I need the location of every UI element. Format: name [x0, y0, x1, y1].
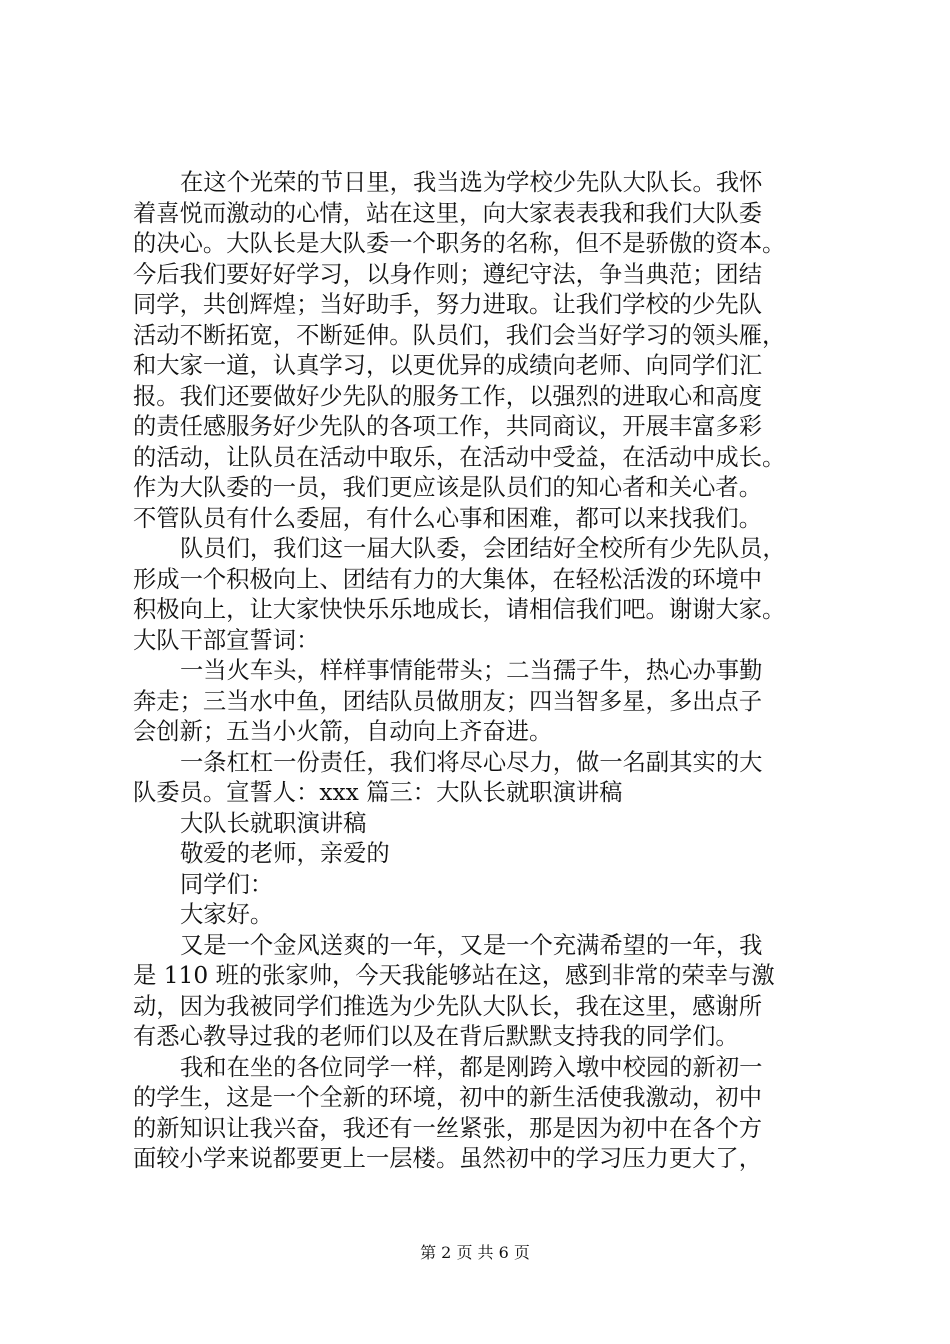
text-line: 有悉心教导过我的老师们以及在背后默默支持我的同学们。 [133, 1023, 739, 1050]
text-line: 我和在坐的各位同学一样，都是刚跨入墩中校园的新初一 [180, 1053, 763, 1081]
text-line: 同学，共创辉煌；当好助手，努力进取。让我们学校的少先队 [133, 291, 763, 318]
text-line: 活动不断拓宽，不断延伸。队员们，我们会当好学习的领头雁， [133, 321, 786, 349]
text-line: 的新知识让我兴奋，我还有一丝紧张，那是因为初中在各个方 [133, 1114, 763, 1142]
text-line: 奔走；三当水中鱼，团结队员做朋友；四当智多星，多出点子 [133, 687, 763, 715]
text-line: 大队干部宣誓词： [133, 626, 320, 654]
body-text [133, 168, 833, 1175]
text-line: 一条杠杠一份责任，我们将尽心尽力，做一名副其实的大 [180, 748, 763, 776]
text-line: 在这个光荣的节日里，我当选为学校少先队大队长。我怀 [180, 169, 763, 196]
text-line: 动，因为我被同学们推选为少先队大队长，我在这里，感谢所 [133, 992, 763, 1020]
text-line: 的责任感服务好少先队的各项工作，共同商议，开展丰富多彩 [133, 413, 763, 440]
text-line: 面较小学来说都要更上一层楼。虽然初中的学习压力更大了， [133, 1145, 763, 1172]
text-line: 的活动，让队员在活动中取乐，在活动中受益，在活动中成长。 [133, 443, 786, 471]
text-line: 又是一个金风送爽的一年，又是一个充满希望的一年，我 [180, 931, 763, 959]
text-line: 作为大队委的一员，我们更应该是队员们的知心者和关心者。 [133, 474, 763, 501]
text-line: 队员们，我们这一届大队委，会团结好全校所有少先队员， [180, 535, 786, 562]
text-line: 会创新；五当小火箭，自动向上齐奋进。 [133, 718, 553, 745]
text-line: 不管队员有什么委屈，有什么心事和困难，都可以来找我们。 [133, 504, 763, 532]
text-line: 和大家一道，认真学习，以更优异的成绩向老师、向同学们汇 [133, 352, 763, 379]
text-line: 队委员。宣誓人：xxx 篇三：大队长就职演讲稿 [133, 779, 623, 806]
text-line: 的决心。大队长是大队委一个职务的名称，但不是骄傲的资本。 [133, 230, 786, 257]
text-line: 敬爱的老师，亲爱的 [180, 840, 390, 867]
page-footer: 第 2 页 共 6 页 [420, 1243, 530, 1262]
text-line: 大家好。 [180, 901, 274, 928]
text-line: 着喜悦而激动的心情，站在这里，向大家表表我和我们大队委 [133, 199, 763, 227]
text-line: 的学生，这是一个全新的环境，初中的新生活使我激动，初中 [133, 1084, 763, 1111]
text-line: 形成一个积极向上、团结有力的大集体，在轻松活泼的环境中 [133, 565, 763, 593]
text-line: 是 110 班的张家帅，今天我能够站在这，感到非常的荣幸与激 [133, 962, 775, 989]
text-line: 一当火车头，样样事情能带头；二当孺子牛，热心办事勤 [180, 657, 763, 684]
text-line: 积极向上，让大家快快乐乐地成长，请相信我们吧。谢谢大家。 [133, 596, 786, 623]
text-line: 报。我们还要做好少先队的服务工作，以强烈的进取心和高度 [133, 382, 763, 410]
text-line: 同学们： [180, 870, 274, 898]
text-line: 大队长就职演讲稿 [180, 809, 367, 837]
text-line: 今后我们要好好学习，以身作则；遵纪守法，争当典范；团结 [133, 260, 763, 288]
